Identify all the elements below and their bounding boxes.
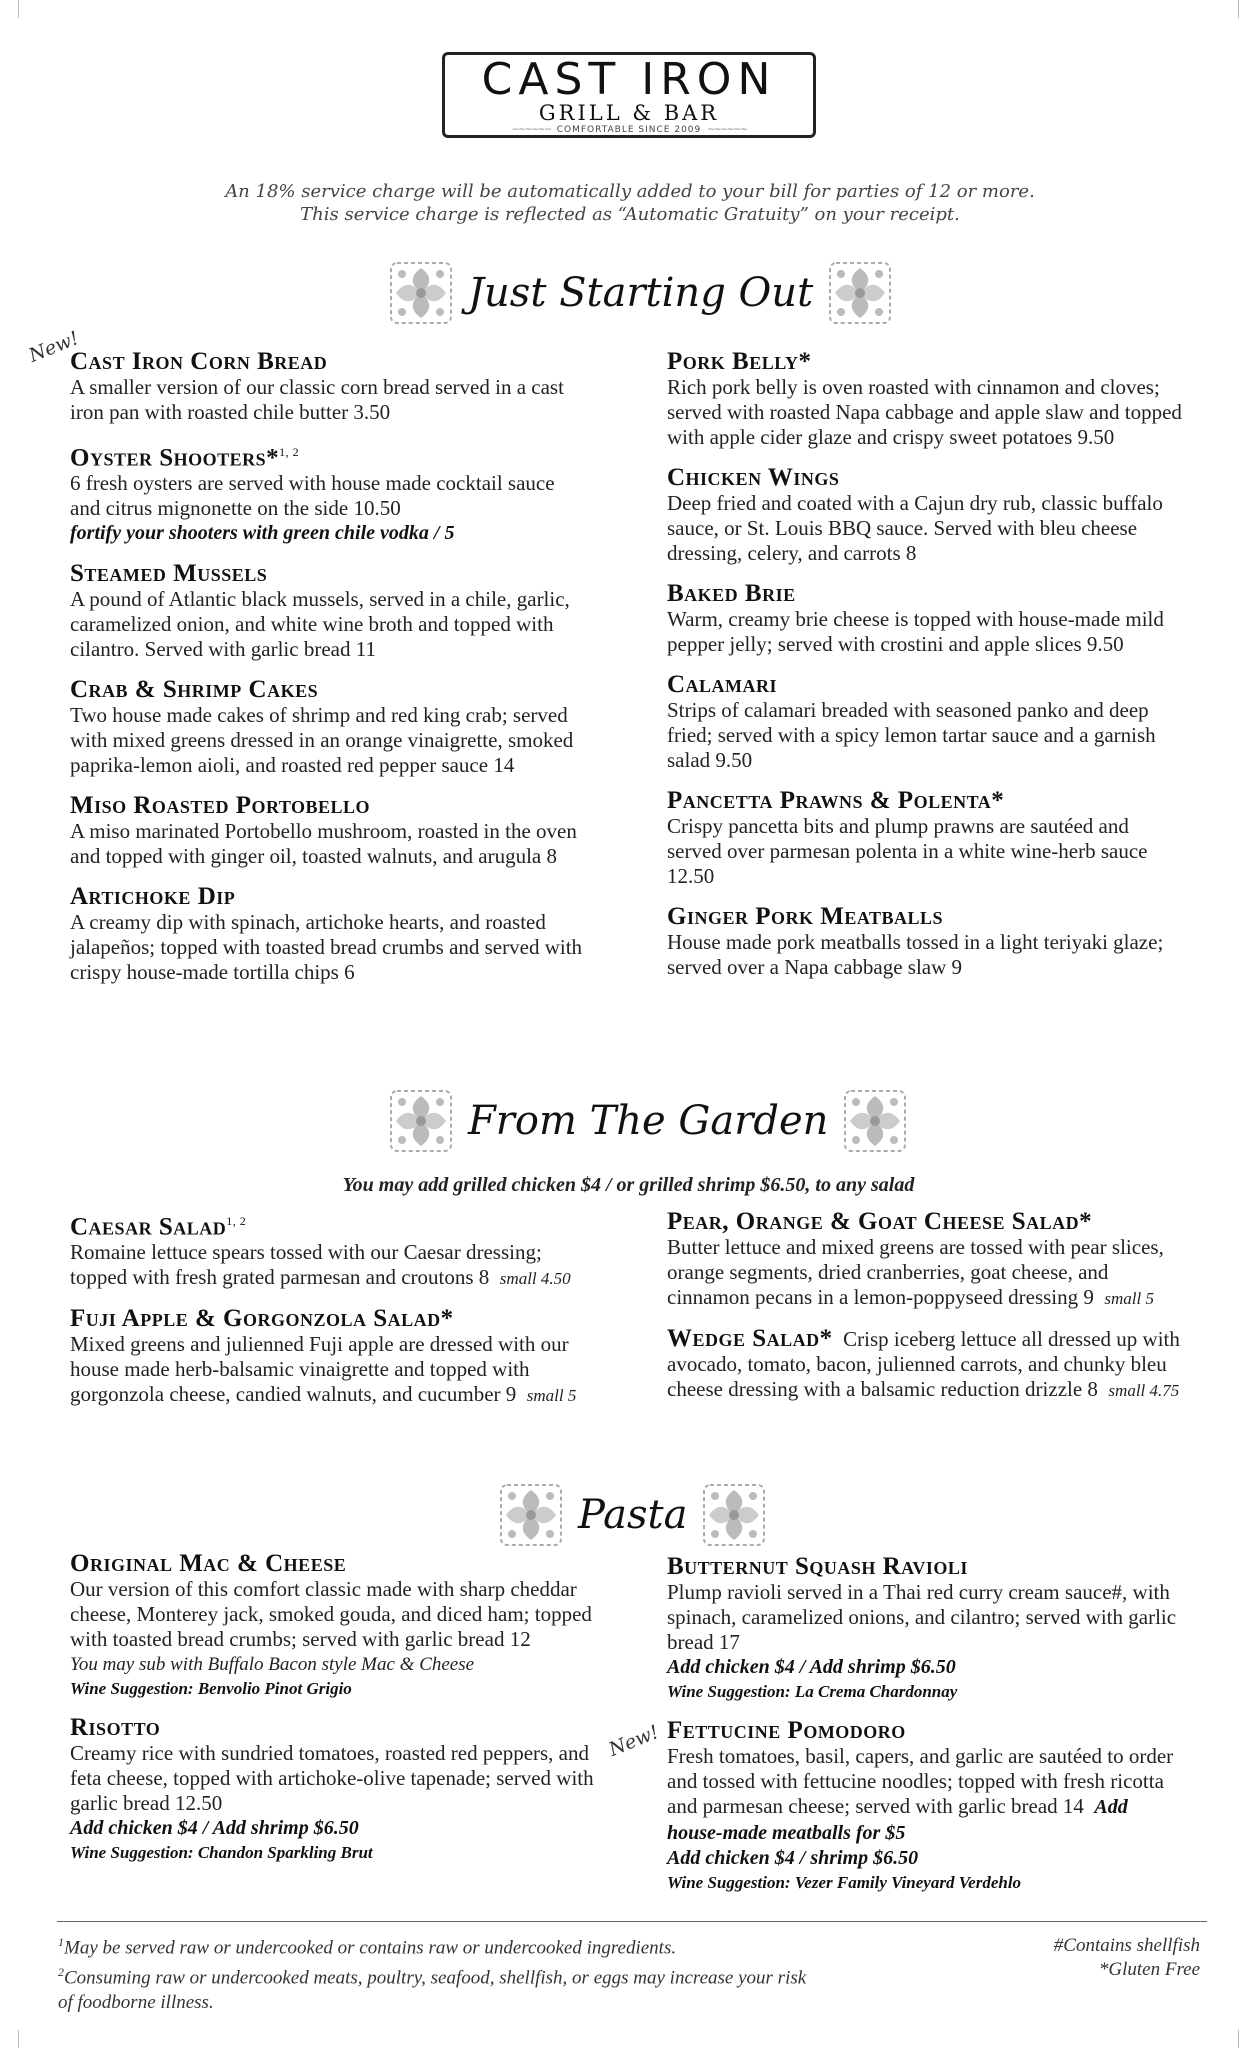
footnote-2: $^2$Consuming raw or undercooked meats, poultry, seafood, shellfish, or eggs may increase your risk of foodborne illness.: [58, 1965, 807, 2013]
item-name: Ginger Pork Meatballs: [667, 903, 944, 930]
pasta-left-column: [70, 1550, 600, 1878]
item-name: Chicken Wings: [667, 464, 840, 491]
service-charge-notice: [200, 180, 1060, 226]
item-name: Baked Brie: [667, 580, 796, 607]
item-name: Crab & Shrimp Cakes: [70, 676, 319, 704]
menu-item: [70, 1208, 590, 1291]
crop-mark: [0, 0, 19, 18]
item-name: Pear, Orange & Goat Cheese Salad*: [667, 1208, 1093, 1235]
item-name: Fuji Apple & Gorgonzola Salad*: [70, 1305, 454, 1333]
item-description: Creamy rice with sundried tomatoes, roasted red peppers, and feta cheese, topped with artichoke-olive tapenade; served with garlic bread 12.50: [70, 1741, 594, 1815]
starters-right-column: [667, 348, 1187, 994]
logo: [442, 52, 816, 138]
new-badge: New!: [605, 1721, 663, 1761]
item-addon: Add chicken $4 / Add shrimp $6.50: [667, 1656, 956, 1678]
item-description: Two house made cakes of shrimp and red king crab; served with mixed greens dressed in an orange vinaigrette, smoked paprika-lemon aioli, and roasted red pepper sauce 14: [70, 703, 574, 778]
item-name: Cast Iron Corn Bread: [70, 348, 328, 375]
crop-mark: [1238, 0, 1257, 18]
ornament-icon: [390, 1090, 452, 1152]
item-description: [667, 1744, 1187, 1846]
item-desc-text: Butter lettuce and mixed greens are tossed with pear slices, orange segments, dried cranberries, goat cheese, and cinnamon pecans in a lemon-poppyseed dressing: [667, 1235, 1164, 1309]
item-desc-text: Fresh tomatoes, basil, capers, and garlic are sautéed to order and tossed with fettucine noodles; topped with fresh ricotta and parmesan cheese; served with garlic bread 14: [667, 1744, 1174, 1818]
item-description: Warm, creamy brie cheese is topped with house-made mild pepper jelly; served with crostini and apple slices 9.50: [667, 607, 1164, 656]
ornament-icon: [390, 262, 452, 324]
logo-name: CAST IRON: [481, 54, 777, 105]
crop-mark: [1238, 2030, 1257, 2048]
item-name: Miso Roasted Portobello: [70, 792, 371, 820]
item-description: 6 fresh oysters are served with house made cocktail sauce and citrus mignonette on the side 10.50: [70, 471, 555, 521]
gluten-free-note: *Gluten Free: [1098, 1959, 1200, 1980]
menu-item: [70, 883, 590, 985]
menu-item: [70, 560, 590, 662]
notice-line: An 18% service charge will be automatically added to your bill for parties of 12 or more.: [225, 181, 1035, 202]
salad-addon-note: You may add grilled chicken $4 / or grilled shrimp $6.50, to any salad: [342, 1174, 915, 1196]
item-name: Risotto: [70, 1714, 161, 1741]
pasta-right-column: [667, 1553, 1187, 1908]
item-price: 8: [478, 1265, 490, 1290]
garden-left-column: [70, 1208, 590, 1422]
item-description: Deep fried and coated with a Cajun dry rub, classic buffalo sauce, or St. Louis BBQ sauce. Served with bleu cheese dressing, celery, and carrots 8: [667, 491, 1163, 565]
item-description: Crispy pancetta bits and plump prawns are sautéed and served over parmesan polenta in a white wine-herb sauce 12.50: [667, 814, 1148, 888]
menu-item: [667, 464, 1187, 566]
item-description: Plump ravioli served in a Thai red curry cream sauce#, with spinach, caramelized onions, and cilantro; served with garlic bread 17: [667, 1580, 1177, 1654]
menu-item: [667, 1717, 1187, 1894]
section-header-starters: [390, 262, 891, 324]
item-description: [667, 1235, 1187, 1311]
item-name-text: Oyster Shooters*: [70, 444, 280, 472]
section-header-pasta: [500, 1484, 765, 1546]
item-name-text: Caesar Salad: [70, 1213, 227, 1241]
menu-item: [70, 1550, 600, 1700]
footnotes-left: [58, 1930, 818, 2015]
menu-item: [667, 1208, 1187, 1311]
wine-suggestion: Wine Suggestion: Chandon Sparkling Brut: [70, 1843, 373, 1862]
menu-item: [70, 439, 590, 546]
garden-right-column: [667, 1208, 1187, 1417]
item-addon: fortify your shooters with green chile vodka / 5: [70, 522, 455, 545]
menu-item: [70, 676, 590, 778]
menu-item: [70, 1305, 590, 1408]
item-sub-option: You may sub with Buffalo Bacon style Mac & Cheese: [70, 1654, 475, 1675]
item-description: House made pork meatballs tossed in a light teriyaki glaze; served over a Napa cabbage slaw 9: [667, 930, 1164, 979]
wine-suggestion: Wine Suggestion: Vezer Family Vineyard Verdehlo: [667, 1873, 1022, 1892]
item-price: 8: [1087, 1377, 1098, 1401]
item-description: Our version of this comfort classic made with sharp cheddar cheese, Monterey jack, smoked gouda, and diced ham; topped with toasted bread crumbs; served with garlic bread 12: [70, 1577, 592, 1651]
ornament-icon: [844, 1090, 906, 1152]
footer-divider: [57, 1921, 1207, 1922]
item-small-price: small 4.50: [499, 1269, 571, 1289]
item-addon: Add chicken $4 / shrimp $6.50: [667, 1847, 919, 1869]
menu-item: [667, 903, 1187, 980]
footnote-marker: 1, 2: [226, 1214, 247, 1228]
menu-item: [667, 580, 1187, 657]
item-name: [70, 1208, 590, 1240]
item-name: Wedge Salad*: [667, 1325, 833, 1352]
item-name: Pork Belly*: [667, 348, 812, 375]
menu-item: [667, 1325, 1187, 1403]
shellfish-note: #Contains shellfish: [1053, 1935, 1200, 1956]
starters-left-column: [70, 348, 590, 999]
footnote-text: May be served raw or undercooked or contains raw or undercooked ingredients.: [64, 1937, 677, 1959]
item-description: A creamy dip with spinach, artichoke hearts, and roasted jalapeños; topped with toasted bread crumbs and served with crispy house-made tortilla chips 6: [70, 910, 583, 985]
menu-item: [667, 1553, 1187, 1703]
item-addon: Add chicken $4 / Add shrimp $6.50: [70, 1817, 359, 1839]
section-header-garden: [390, 1090, 906, 1152]
section-title: Just Starting Out: [468, 270, 814, 316]
item-description: [667, 1325, 1187, 1403]
item-name: [70, 439, 590, 471]
wine-suggestion: Wine Suggestion: Benvolio Pinot Grigio: [70, 1679, 352, 1698]
footnote-text: Consuming raw or undercooked meats, poultry, seafood, shellfish, or eggs may increase your risk of foodborne illness.: [58, 1967, 807, 2013]
item-description: A pound of Atlantic black mussels, served in a chile, garlic, caramelized onion, and white wine broth and topped with cilantro. Served with garlic bread 11: [70, 587, 570, 662]
menu-item: [667, 348, 1187, 450]
item-desc-text: Mixed greens and julienned Fuji apple are dressed with our house made herb-balsamic vinaigrette and topped with gorgonzola cheese, candied walnuts, and cucumber: [70, 1332, 569, 1407]
wine-suggestion: Wine Suggestion: La Crema Chardonnay: [667, 1682, 958, 1701]
item-small-price: small 5: [526, 1386, 577, 1406]
item-description: Rich pork belly is oven roasted with cinnamon and cloves; served with roasted Napa cabbage and apple slaw and topped with apple cider glaze and crispy sweet potatoes 9.50: [667, 375, 1182, 449]
section-title: Pasta: [578, 1492, 688, 1538]
item-name: Pancetta Prawns & Polenta*: [667, 787, 1005, 814]
notice-line: This service charge is reflected as “Automatic Gratuity” on your receipt.: [300, 204, 960, 225]
footnotes-right: [1054, 1934, 1200, 1982]
item-name: Steamed Mussels: [70, 560, 268, 588]
item-desc-text: Crisp iceberg lettuce all dressed up with avocado, tomato, bacon, julienned carrots, and chunky bleu cheese dressing with a balsamic reduction drizzle: [667, 1327, 1180, 1401]
section-title: From The Garden: [468, 1098, 829, 1144]
item-name: Original Mac & Cheese: [70, 1550, 347, 1577]
item-name: Artichoke Dip: [70, 883, 236, 911]
footnote-1: $^1$May be served raw or undercooked or contains raw or undercooked ingredients.: [58, 1935, 677, 1959]
menu-item: [70, 792, 590, 869]
item-name: Calamari: [667, 671, 778, 698]
logo-tagline: ~~~~~~ COMFORTABLE SINCE 2009 ~~~~~~: [445, 125, 813, 135]
ornament-icon: [829, 262, 891, 324]
menu-item: [70, 348, 590, 425]
menu-item: [667, 787, 1187, 889]
ornament-icon: [703, 1484, 765, 1546]
ornament-icon: [500, 1484, 562, 1546]
menu-item: [70, 1714, 600, 1864]
item-description: [70, 1240, 590, 1291]
item-price: 9: [1083, 1285, 1094, 1309]
item-description: A miso marinated Portobello mushroom, roasted in the oven and topped with ginger oil, toasted walnuts, and arugula 8: [70, 819, 577, 869]
item-small-price: small 5: [1104, 1289, 1154, 1308]
footnote-marker: 1, 2: [279, 445, 300, 459]
item-description: A smaller version of our classic corn bread served in a cast iron pan with roasted chile butter 3.50: [70, 375, 564, 424]
logo-subtitle: GRILL & BAR: [538, 101, 720, 125]
item-name: Butternut Squash Ravioli: [667, 1553, 968, 1580]
crop-mark: [0, 2030, 19, 2048]
item-inline-addon: Add house-made meatballs for $5: [667, 1796, 1128, 1844]
item-desc-text: Romaine lettuce spears tossed with our Caesar dressing; topped with fresh grated parmesan and croutons: [70, 1240, 542, 1290]
item-name: Fettucine Pomodoro: [667, 1717, 906, 1744]
new-badge: New!: [25, 327, 83, 367]
item-description: Strips of calamari breaded with seasoned panko and deep fried; served with a spicy lemon tartar sauce and a garnish salad 9.50: [667, 698, 1156, 772]
item-price: 9: [505, 1382, 517, 1407]
item-small-price: small 4.75: [1108, 1381, 1180, 1400]
item-description: [70, 1332, 590, 1408]
menu-item: [667, 671, 1187, 773]
